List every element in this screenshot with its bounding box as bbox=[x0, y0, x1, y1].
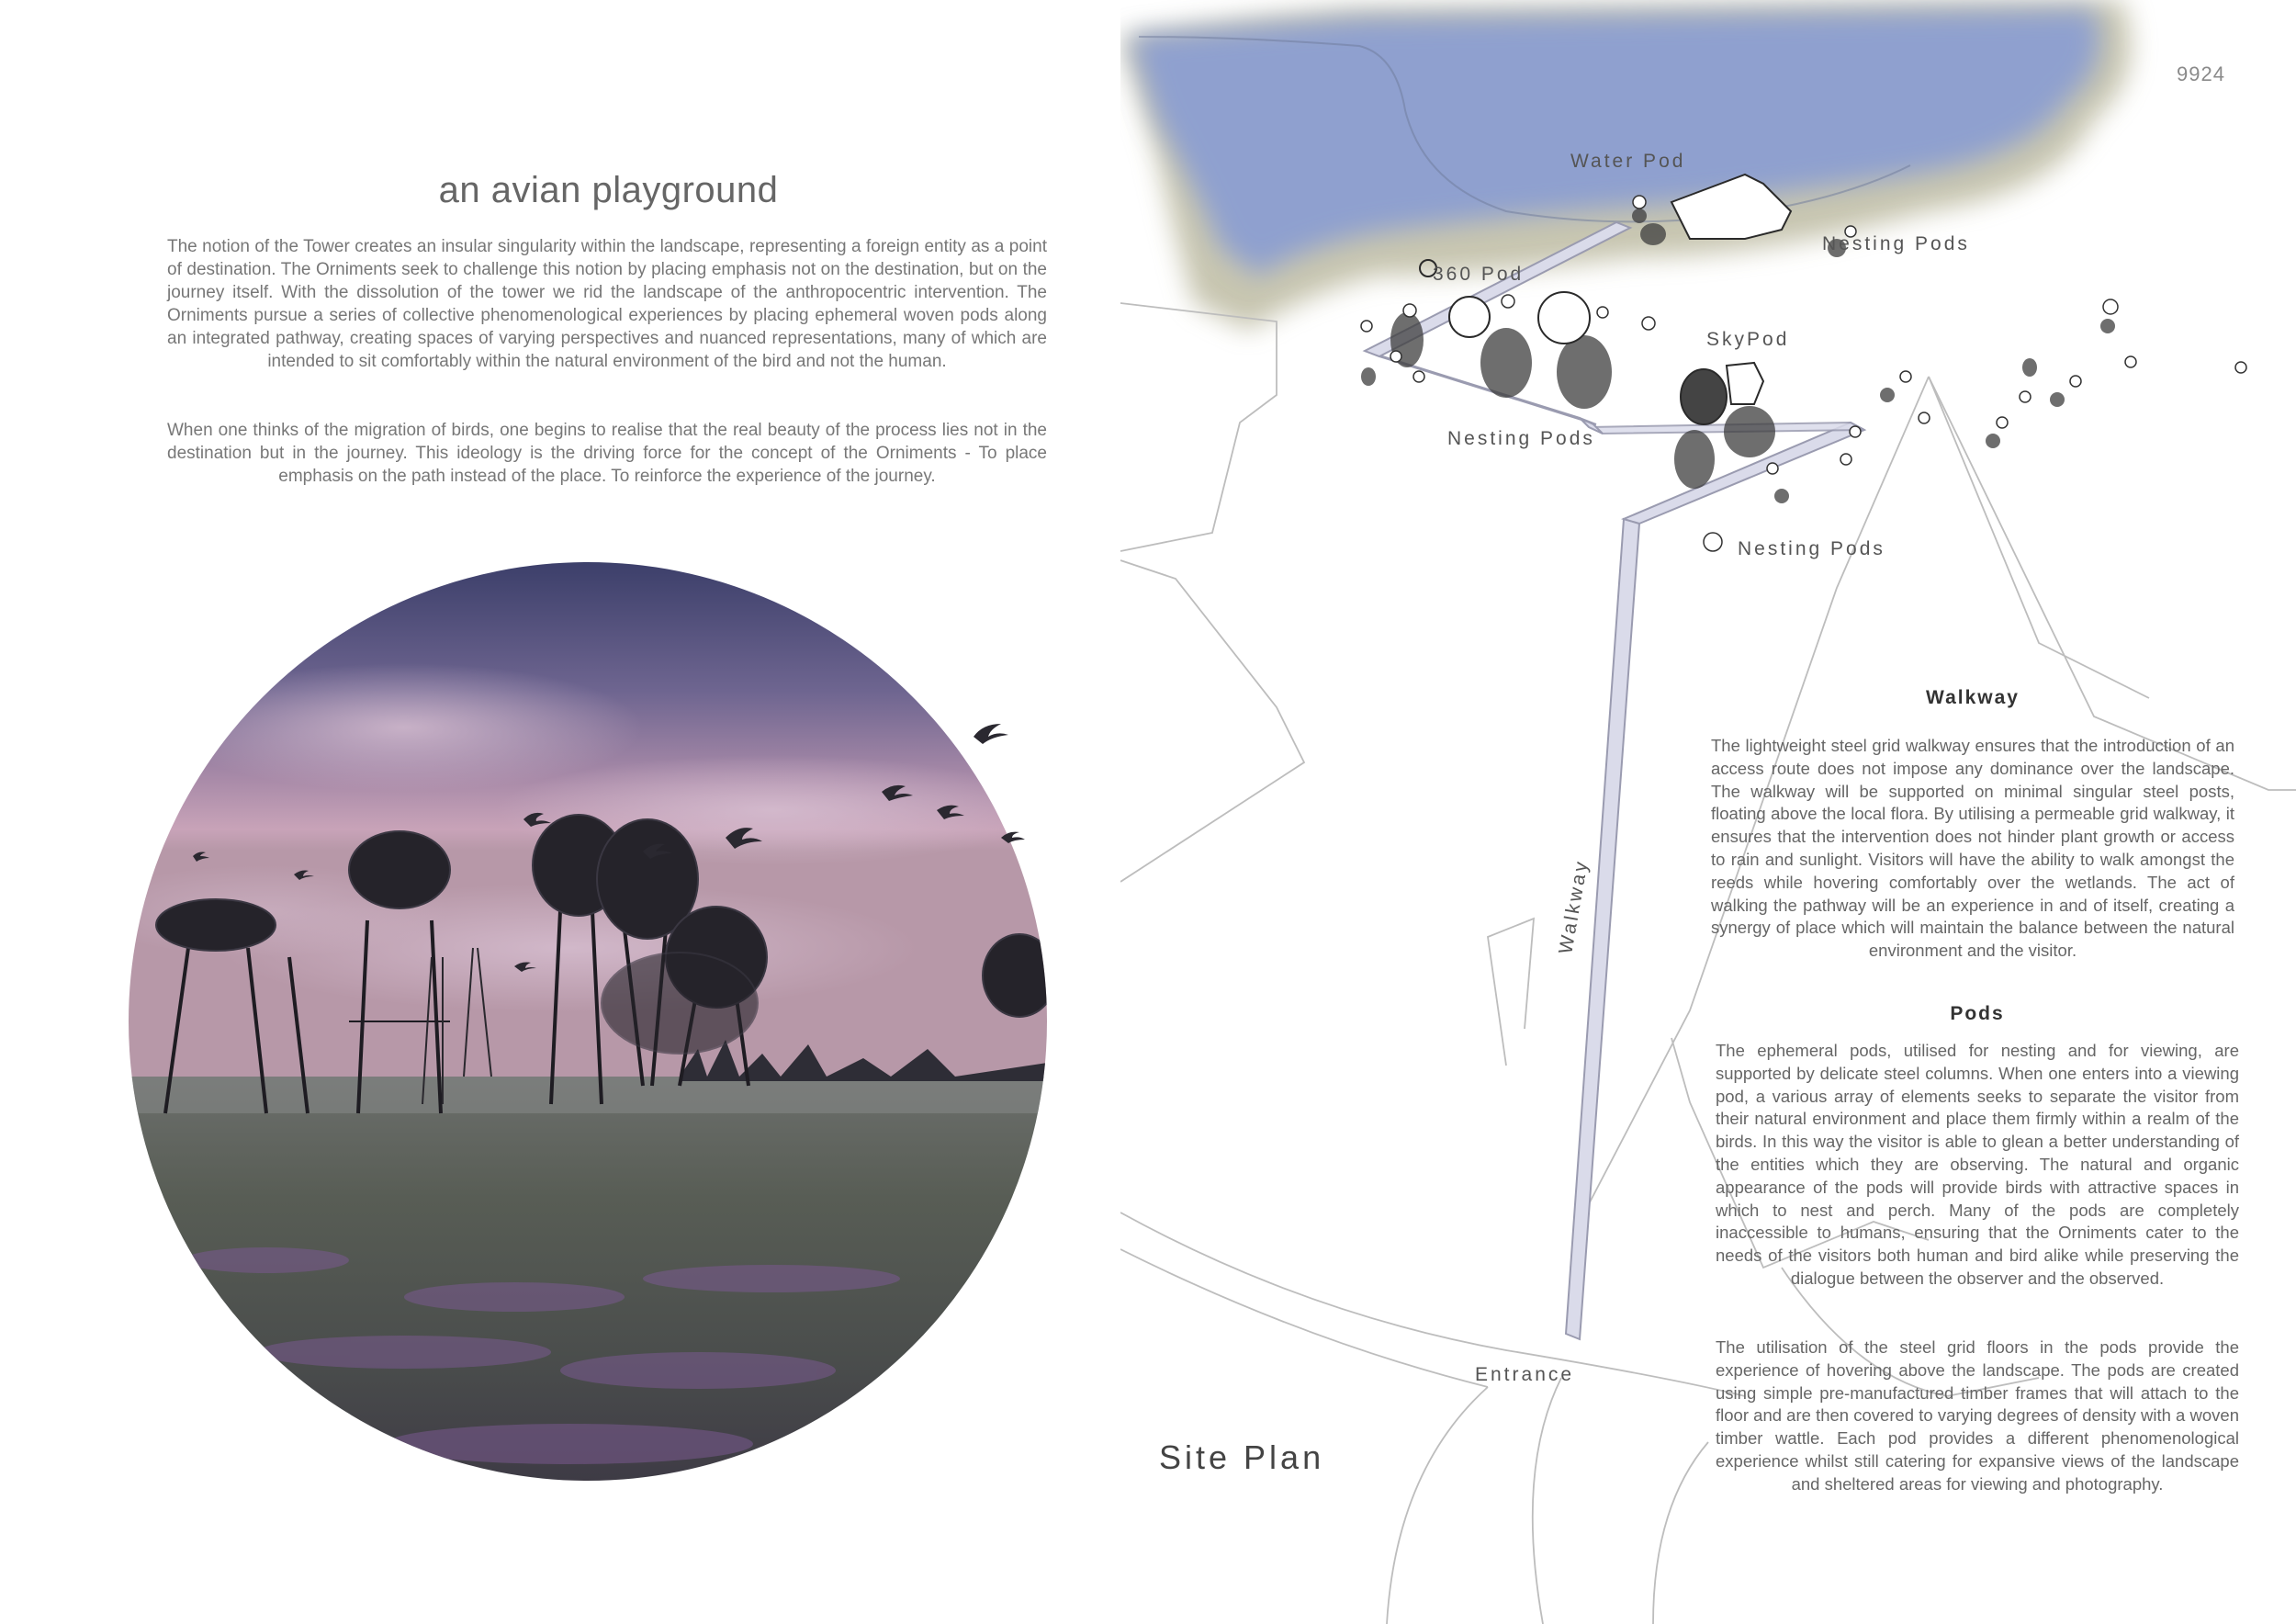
label-nesting-pods-path: Nesting Pods bbox=[1738, 538, 1885, 559]
pod-360-icon bbox=[1449, 297, 1490, 337]
label-360-pod: 360 Pod bbox=[1433, 264, 1525, 285]
label-nesting-pods-left: Nesting Pods bbox=[1447, 428, 1595, 449]
page-title: an avian playground bbox=[438, 170, 779, 210]
sheet-number: 9924 bbox=[2177, 62, 2225, 85]
intro-paragraph-2: When one thinks of the migration of birds, one begins to realise that the real beauty of the process lies not in the destination but in the journey. This ideology is the driving force for the concept of the Orniments - To place emphasis on the path instead of the place. To reinforce the experience of the journey. bbox=[167, 421, 1047, 486]
landscape-render bbox=[129, 562, 1047, 1481]
pods-heading: Pods bbox=[1950, 1003, 2005, 1024]
label-nesting-pods-top: Nesting Pods bbox=[1822, 233, 1970, 254]
label-walkway: Walkway bbox=[1555, 857, 1593, 956]
skypod-icon bbox=[1681, 369, 1727, 424]
pods-description-1: The ephemeral pods, utilised for nesting and for viewing, are supported by delicate steel columns. When one enters into a viewing pod, a various array of elements seeks to separate the visitor from their natural environment and place them firmly within a realm of the birds. In this way the visitor is able to glean a better understanding of the entities which they are observing. The natural and organic appearance of the pods will provide birds with attractive spaces in which to nest and perch. Many of the pods are completely inaccessible to humans, ensuring that the Orniments cater to the needs of the visitors both human and bird alike while preserving the dialogue between the observer and the observed. bbox=[1716, 1041, 2239, 1288]
intro-paragraph-1: The notion of the Tower creates an insular singularity within the landscape, representing a foreign entity as a point of destination. The Orniments seek to challenge this notion by placing emphasis not on the destination, but on the journey itself. With the dissolution of the tower we rid the landscape of the anthropocentric intervention. The Orniments pursue a series of collective phenomenological experiences by placing ephemeral woven pods along an integrated pathway, creating spaces of varying perspectives and nuanced representations, many of which are intended to sit comfortably within the natural environment of the bird and not the human. bbox=[167, 237, 1047, 371]
viewing-pod-icon bbox=[1538, 292, 1590, 344]
label-skypod: SkyPod bbox=[1706, 329, 1790, 350]
walkway-description: The lightweight steel grid walkway ensures that the introduction of an access route does not impose any dominance over the landscape. The walkway will be supported on minimal singular steel posts, floating above the local flora. By utilising a permeable grid walkway, it ensures that the intervention does not hinder plant growth or access to rain and sunlight. Visitors will have the ability to walk amongst the reeds while hovering comfortably over the wetlands. The act of walking the pathway will be an experience in and of itself, creating a synergy of place which will maintain the balance between the natural environment and the visitor. bbox=[1711, 736, 2234, 961]
label-water-pod: Water Pod bbox=[1570, 151, 1686, 172]
label-entrance: Entrance bbox=[1475, 1364, 1575, 1385]
skypod-frame-icon bbox=[1727, 363, 1763, 404]
pods-description-2: The utilisation of the steel grid floors in the pods provide the experience of hovering above the landscape. The pods are created using simple pre-manufactured timber frames that will attach to the floor and are then covered to varying degrees of density with a woven timber wattle. Each pod provides a different phenomenological experience whilst still catering for expansive views of the landscape and sheltered areas for viewing and photography. bbox=[1716, 1337, 2239, 1494]
site-plan-title: Site Plan bbox=[1159, 1438, 1325, 1476]
walkway-heading: Walkway bbox=[1926, 687, 2020, 708]
